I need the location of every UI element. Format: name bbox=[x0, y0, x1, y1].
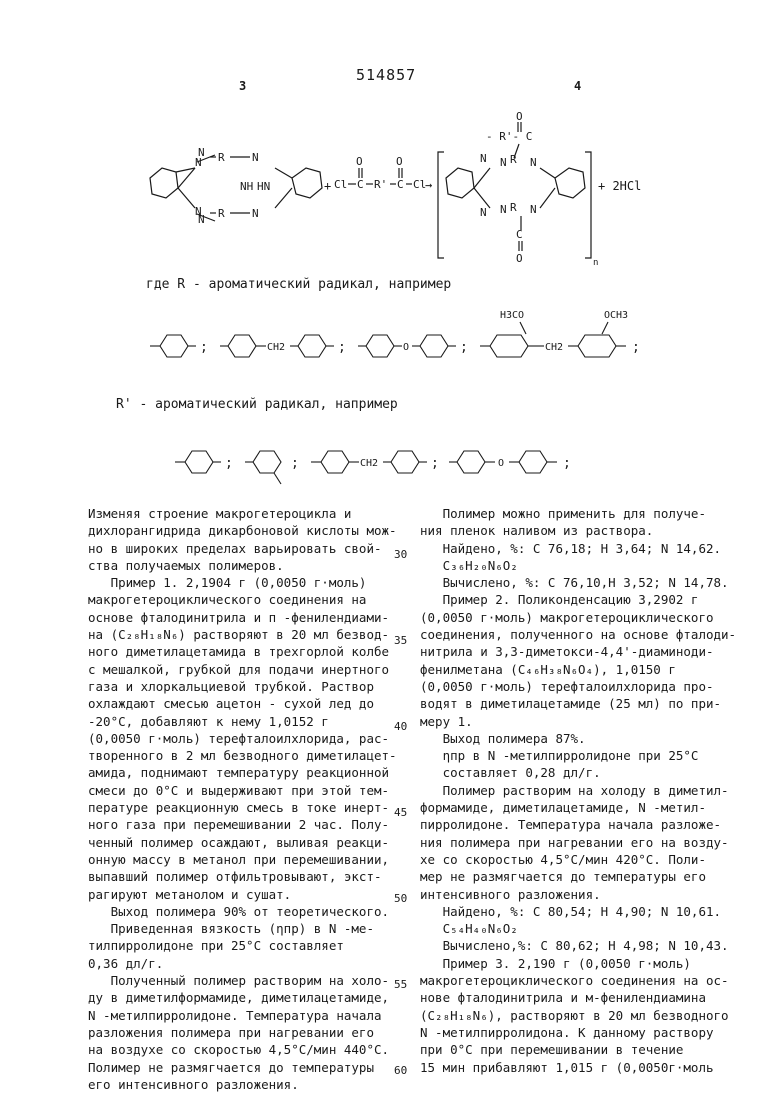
atom-o: O bbox=[356, 155, 363, 168]
methoxy-left: H3CO bbox=[500, 310, 525, 321]
ch2-label: CH2 bbox=[360, 458, 379, 469]
atom-c: C bbox=[397, 178, 404, 191]
separator: ; bbox=[225, 456, 233, 471]
text-line: смеси до 0°C и выдерживают при этой тем- bbox=[88, 782, 390, 798]
text-line: выпавший полимер отфильтровывают, экст- bbox=[88, 869, 382, 885]
text-line: ного газа при перемешивании 2 час. Полу- bbox=[88, 817, 390, 833]
text-line: ного диметилацетамида в трехгорлой колбе bbox=[88, 644, 390, 660]
text-line: творенного в 2 мл безводного диметилацет- bbox=[88, 748, 397, 764]
reaction-arrow: → bbox=[425, 178, 433, 192]
text-line: ηпр в N -метилпирролидоне при 25°C bbox=[420, 748, 699, 764]
benzene-ring-left bbox=[150, 168, 195, 208]
text-line: Вычислено, %: C 76,10,H 3,52; N 14,78. bbox=[420, 575, 729, 591]
atom-hn: HN bbox=[257, 180, 271, 193]
atom-n: N bbox=[500, 156, 507, 169]
benzene-ring-right bbox=[275, 168, 322, 208]
text-line: макрогетероциклического соединения на bbox=[88, 592, 367, 608]
oxygen-label: O bbox=[498, 458, 505, 469]
text-line: соединения, полученного на основе фталоди- bbox=[420, 627, 737, 643]
r-groups-row bbox=[140, 300, 700, 385]
r-legend: где R - ароматический радикал, например bbox=[146, 277, 452, 292]
text-line: на (C₂₈H₁₈N₆) растворяют в 20 мл безвод- bbox=[88, 627, 390, 643]
text-line: нитрила и 3,3-диметокси-4,4'-диаминоди- bbox=[420, 644, 714, 660]
r-prime-groups-row bbox=[165, 428, 645, 488]
text-line: ния пленок наливом из раствора. bbox=[420, 523, 654, 539]
line-number: 40 bbox=[394, 720, 408, 733]
formula-line: C₃₆H₂₀N₆O₂ bbox=[420, 557, 518, 573]
text-line: основе фталодинитрила и п -фенилендиами- bbox=[88, 609, 390, 625]
text-line: пирролидоне. Температура начала разложе- bbox=[420, 817, 722, 833]
text-line: ния полимера при нагревании его на возду- bbox=[420, 834, 729, 850]
text-line: N -метилпирролидона. К данному раствору bbox=[420, 1024, 714, 1040]
line-number: 35 bbox=[394, 634, 408, 647]
text-line: фенилметана (C₄₆H₃₈N₆O₄), 1,0150 г bbox=[420, 661, 676, 677]
top-acyl-group: - R'- C bbox=[486, 130, 533, 143]
plus-sign: + bbox=[324, 179, 332, 193]
text-line: Изменяя строение макрогетероцикла и bbox=[88, 506, 352, 521]
text-line: ченный полимер осаждают, выливая реакци- bbox=[88, 834, 390, 850]
text-line: 15 мин прибавляют 1,015 г (0,0050г·моль bbox=[420, 1059, 714, 1075]
separator: ; bbox=[563, 456, 571, 471]
text-line: онную массу в метанол при перемешивании, bbox=[88, 851, 390, 867]
text-line: ду в диметилформамиде, диметилацетамиде, bbox=[88, 990, 390, 1006]
text-line: нове фталодинитрила и м-фенилендиамина bbox=[420, 990, 706, 1006]
atom-r: R bbox=[510, 201, 517, 214]
repeat-subscript: n bbox=[593, 258, 599, 268]
atom-o: O bbox=[516, 252, 523, 265]
atom-n: N bbox=[500, 203, 507, 216]
atom-cl: Cl bbox=[413, 178, 427, 191]
text-line: мер не размягчается до температуры его bbox=[420, 869, 706, 885]
text-line: на воздухе со скоростью 4,5°C/мин 440°C. bbox=[88, 1042, 390, 1058]
text-line: разложения полимера при нагревании его bbox=[88, 1024, 374, 1040]
atom-c: C bbox=[516, 228, 523, 241]
text-line: макрогетероциклического соединения на ос- bbox=[420, 973, 729, 989]
left-text-column bbox=[88, 505, 397, 1093]
methoxy-right: OCH3 bbox=[604, 310, 629, 321]
atom-n: N bbox=[198, 146, 205, 159]
atom-n: N bbox=[252, 207, 259, 220]
text-line: Найдено, %: C 80,54; H 4,90; N 10,61. bbox=[420, 903, 722, 919]
text-line: Выход полимера 87%. bbox=[420, 730, 586, 746]
atom-r: R bbox=[510, 153, 517, 166]
text-line: Приведенная вязкость (ηпр) в N -ме- bbox=[88, 921, 374, 937]
page-number-right: 4 bbox=[574, 79, 582, 93]
byproduct-hcl: + 2HCl bbox=[598, 179, 642, 193]
text-line: меру 1. bbox=[420, 713, 473, 729]
separator: ; bbox=[338, 340, 346, 355]
text-line: с мешалкой, грубкой для подачи инертного bbox=[88, 661, 390, 677]
text-line: Пример 1. 2,1904 г (0,0050 г·моль) bbox=[88, 575, 367, 591]
line-number: 55 bbox=[394, 978, 408, 991]
r-prime-legend: R' - ароматический радикал, например bbox=[116, 397, 398, 412]
text-line: дихлорангидрида дикарбоновой кислоты мож- bbox=[88, 523, 397, 539]
text-line: охлаждают смесью ацетон - сухой лед до bbox=[88, 696, 374, 712]
separator: ; bbox=[431, 456, 439, 471]
text-line: рагируют метанолом и сушат. bbox=[88, 886, 292, 902]
text-line: (C₂₈H₁₈N₆), растворяют в 20 мл безводного bbox=[420, 1007, 729, 1023]
text-line: составляет 0,28 дл/г. bbox=[420, 765, 601, 781]
atom-nh: NH bbox=[240, 180, 254, 193]
text-line: формамиде, диметилацетамиде, N -метил- bbox=[420, 800, 706, 816]
atom-o: O bbox=[516, 110, 523, 123]
atom-cl: Cl bbox=[334, 178, 348, 191]
text-line: Полимер растворим на холоду в диметил- bbox=[420, 782, 729, 798]
text-line: Выход полимера 90% от теоретического. bbox=[88, 903, 390, 919]
atom-n: N bbox=[530, 203, 537, 216]
line-number: 30 bbox=[394, 548, 408, 561]
text-line: но в широких пределах варьировать свой- bbox=[88, 540, 382, 556]
atom-r-prime: R' bbox=[374, 178, 388, 191]
text-line: (0,0050 г·моль) терефталоилхлорида, рас- bbox=[88, 730, 390, 746]
text-line: Вычислено,%: C 80,62; H 4,98; N 10,43. bbox=[420, 938, 729, 954]
text-line: тилпирролидоне при 25°C составляет bbox=[88, 938, 344, 954]
atom-n: N bbox=[480, 152, 487, 165]
text-line: (0,0050 г·моль) терефталоилхлорида про- bbox=[420, 678, 714, 694]
atom-n: N bbox=[198, 213, 205, 226]
page-number-left: 3 bbox=[239, 79, 247, 93]
text-line: интенсивного разложения. bbox=[420, 886, 601, 902]
right-text-column bbox=[420, 505, 740, 1076]
atom-r: R bbox=[218, 207, 225, 220]
separator: ; bbox=[200, 340, 208, 355]
ch2-label: CH2 bbox=[545, 342, 564, 353]
text-line: Полимер не размягчается до температуры bbox=[88, 1059, 374, 1075]
reaction-scheme bbox=[0, 110, 780, 270]
text-line: 0,36 дл/г. bbox=[88, 955, 164, 971]
text-line: ства получаемых полимеров. bbox=[88, 557, 284, 573]
line-number: 60 bbox=[394, 1064, 408, 1077]
text-line: Полученный полимер растворим на холо- bbox=[88, 973, 390, 989]
formula-line: C₅₄H₄₀N₆O₂ bbox=[420, 921, 518, 937]
atom-n: N bbox=[252, 151, 259, 164]
separator: ; bbox=[460, 340, 468, 355]
text-line: Найдено, %: C 76,18; H 3,64; N 14,62. bbox=[420, 540, 722, 556]
ch2-label: CH2 bbox=[267, 342, 286, 353]
text-line: Пример 3. 2,190 г (0,0050 г·моль) bbox=[420, 955, 691, 971]
line-number: 45 bbox=[394, 806, 408, 819]
line-number: 50 bbox=[394, 892, 408, 905]
atom-n: N bbox=[530, 156, 537, 169]
text-line: хе со скоростью 4,5°C/мин 420°C. Поли- bbox=[420, 851, 706, 867]
text-line: Пример 2. Поликонденсацию 3,2902 г bbox=[420, 592, 699, 608]
separator: ; bbox=[291, 456, 299, 471]
atom-n: N bbox=[195, 205, 202, 218]
text-line: при 0°C при перемешивании в течение bbox=[420, 1042, 684, 1058]
text-line: амида, поднимают температуру реакционной bbox=[88, 765, 390, 781]
atom-n: N bbox=[195, 156, 202, 169]
oxygen-label: O bbox=[403, 342, 410, 353]
text-line: Полимер можно применить для получе- bbox=[420, 506, 706, 521]
text-line: его интенсивного разложения. bbox=[88, 1076, 299, 1092]
text-line: газа и хлоркальциевой трубкой. Раствор bbox=[88, 678, 374, 694]
separator: ; bbox=[632, 340, 640, 355]
atom-r: R bbox=[218, 151, 225, 164]
text-line: (0,0050 г·моль) макрогетероциклического bbox=[420, 609, 714, 625]
atom-c: C bbox=[357, 178, 364, 191]
text-line: -20°C, добавляют к нему 1,0152 г bbox=[88, 713, 329, 729]
atom-n: N bbox=[480, 206, 487, 219]
atom-o: O bbox=[396, 155, 403, 168]
text-line: N -метилпирролидоне. Температура начала bbox=[88, 1007, 382, 1023]
text-line: пературе реакционную смесь в токе инерт- bbox=[88, 800, 390, 816]
text-line: водят в диметилацетамиде (25 мл) по при- bbox=[420, 696, 722, 712]
patent-number: 514857 bbox=[356, 66, 417, 84]
